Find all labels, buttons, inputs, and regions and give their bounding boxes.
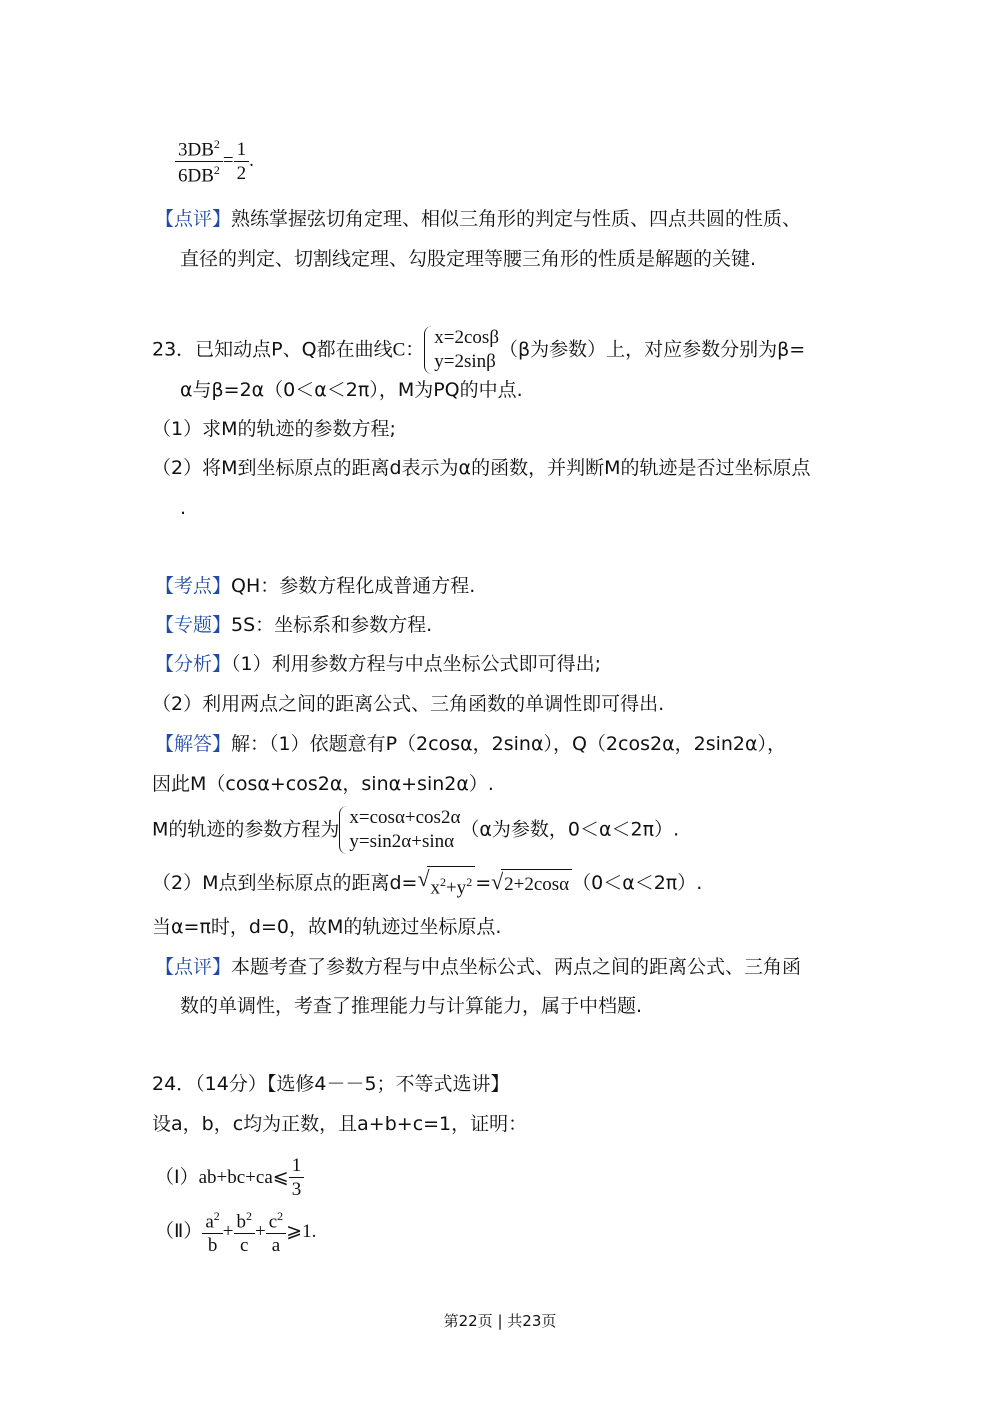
comment-tag: 【点评】 <box>155 208 232 230</box>
comment-2-line1: 【点评】本题考查了参数方程与中点坐标公式、两点之间的距离公式、三角函 <box>155 956 802 978</box>
comment-1-line2: 直径的判定、切割线定理、勾股定理等腰三角形的性质是解题的关键. <box>180 248 757 270</box>
fraction: $\frac{3DB^2}{6DB^2}$ <box>175 138 223 186</box>
jieda-line5: 当α=π时，d=0，故M的轨迹过坐标原点. <box>152 916 502 938</box>
q24-part1: （Ⅰ）ab+bc+ca⩽ $\frac{1}{3}$ <box>155 1156 304 1199</box>
top-formula: $\frac{3DB^2}{6DB^2}$ = $\frac{1}{2}$ . <box>175 138 254 186</box>
jieda-line2: 因此M（cosα+cos2α，sinα+sin2α）. <box>152 773 494 795</box>
fenxi-line2: （2）利用两点之间的距离公式、三角函数的单调性即可得出. <box>152 693 665 715</box>
q24-part2: （Ⅱ） $\frac{a^2}{b}$ + $\frac{b^2}{c}$ + $\frac{c^2}{a}$ ⩾1. <box>155 1209 317 1257</box>
sqrt-cos: √ 2+2cosα <box>491 869 572 898</box>
curve-system: x=2cosβ y=2sinβ <box>424 326 499 374</box>
jieda: 【解答】解：（1）依题意有P（2cosα，2sinα），Q（2cos2α，2sin2α）， <box>155 733 787 755</box>
q23-part2: （2）将M到坐标原点的距离d表示为α的函数，并判断M的轨迹是否过坐标原点 <box>152 457 811 479</box>
jieda-line3: M的轨迹的参数方程为 x=cosα+cos2α y=sin2α+sinα （α为参数，0＜α＜2π）. <box>152 807 680 852</box>
q23-stem: 23．已知动点P、Q都在曲线C： x=2cosβ y=2sinβ （β为参数）上，对应参数分别为β= <box>152 327 806 372</box>
page-footer: 第22页 | 共23页 <box>443 1312 557 1330</box>
q23-part1: （1）求M的轨迹的参数方程; <box>152 418 396 440</box>
zhuanti: 【专题】5S：坐标系和参数方程. <box>155 614 433 636</box>
q23-part2-end: . <box>180 497 187 519</box>
comment-1-line1: 【点评】熟练掌握弦切角定理、相似三角形的判定与性质、四点共圆的性质、 <box>155 208 802 230</box>
q24-head: 24．（14分）【选修4－－5；不等式选讲】 <box>152 1073 510 1095</box>
fenxi: 【分析】（1）利用参数方程与中点坐标公式即可得出; <box>155 653 602 675</box>
comment-2-line2: 数的单调性，考查了推理能力与计算能力，属于中档题. <box>180 995 643 1017</box>
jieda-line4: （2）M点到坐标原点的距离d= √ $x^2+y^2$ = √ 2+2cosα （0＜α＜2π）. <box>152 866 702 901</box>
q23-line2: α与β=2α（0＜α＜2π），M为PQ的中点. <box>180 379 523 401</box>
m-trajectory-system: x=cosα+cos2α y=sin2α+sinα <box>339 806 460 854</box>
sqrt-xy: √ $x^2+y^2$ <box>417 866 475 901</box>
fraction-half: $\frac{1}{2}$ <box>234 140 250 183</box>
kaodian: 【考点】QH：参数方程化成普通方程. <box>155 575 476 597</box>
q24-stem: 设a，b，c均为正数，且a+b+c=1，证明： <box>152 1113 528 1135</box>
